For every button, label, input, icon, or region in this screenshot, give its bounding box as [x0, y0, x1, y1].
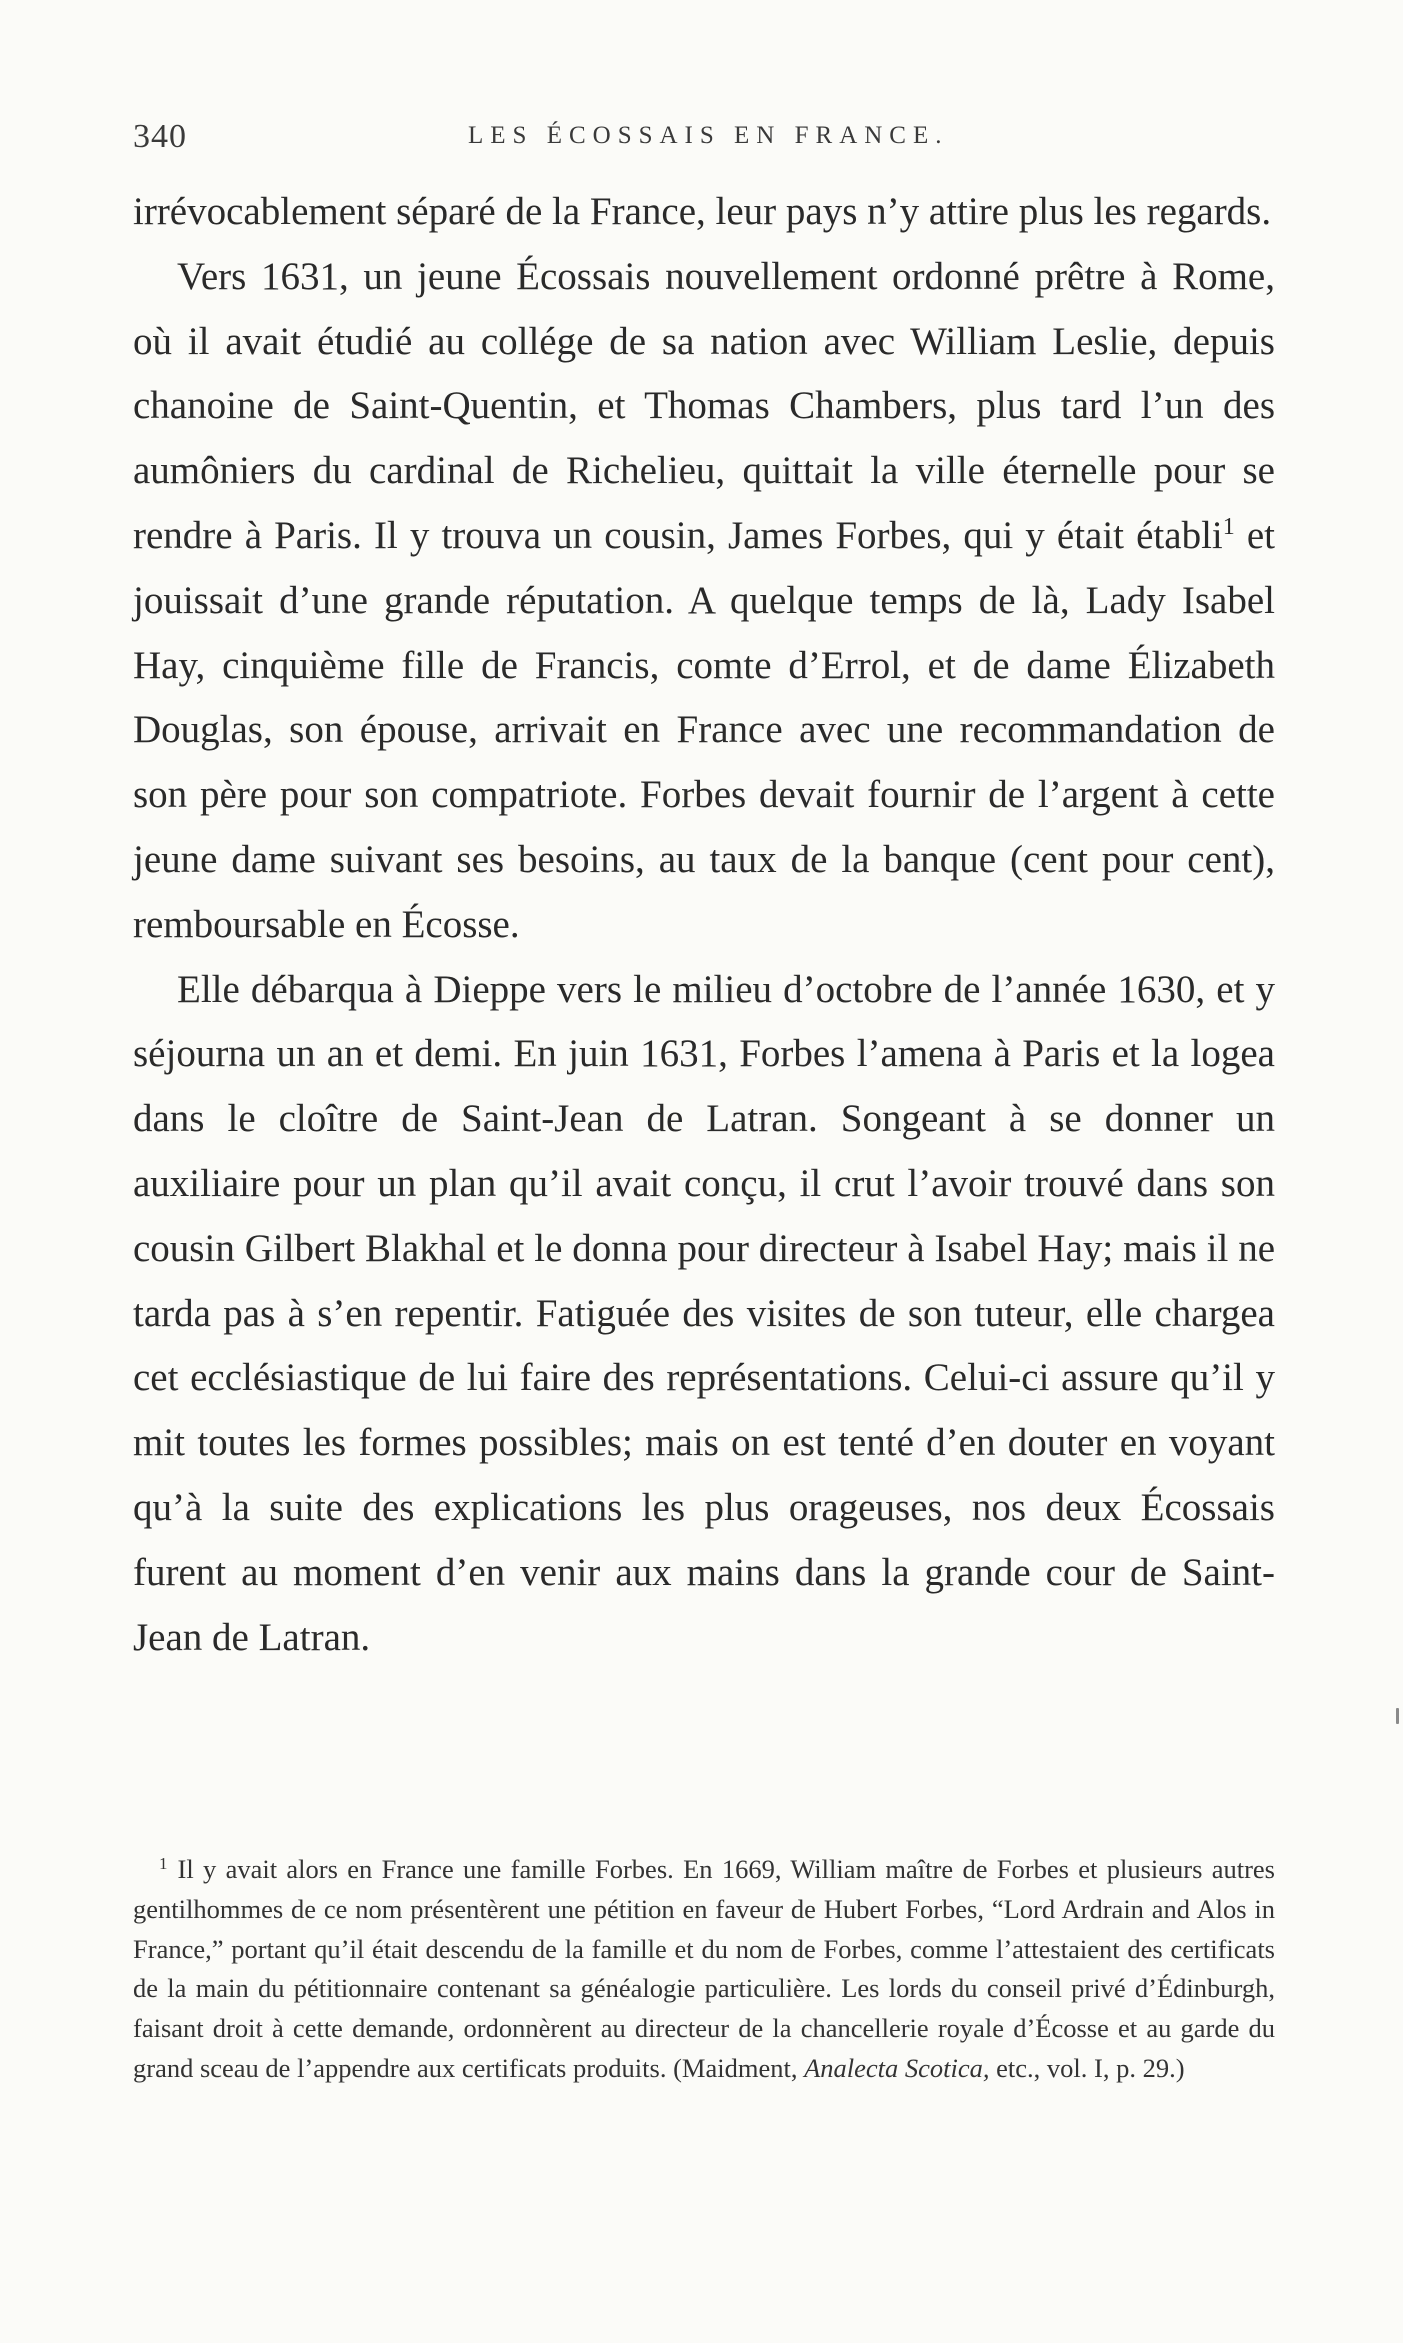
paragraph-3: Elle débarqua à Dieppe vers le milieu d’octobre de l’année 1630, et y séjourna un an et demi. En juin 1631, Forbes l’amena à Paris et la logea dans le cloître de Saint-Jean de Latran. Songeant à se donner un auxiliaire pour un plan qu’il avait conçu, il crut l’avoir trouvé dans son cousin Gilbert Blakhal et le donna pour directeur à Isabel Hay; mais il ne tarda pas à s’en repentir. Fatiguée des visites de son tuteur, elle chargea cet ecclésiastique de lui faire des représentations. Celui-ci assure qu’il y mit toutes les formes possibles; mais on est tenté d’en douter en voyant qu’à la suite des explications les plus orageuses, nos deux Écossais furent au moment d’en venir aux mains dans la grande cour de Saint-Jean de Latran.	[133, 967, 1275, 1659]
paragraph-2-text-a: Vers 1631, un jeune Écossais nouvellement ordonné prêtre à Rome, où il avait étudié au collége de sa nation avec William Leslie, depuis chanoine de Saint-Quentin, et Thomas Chambers, plus tard l’un des aumôniers du cardinal de Richelieu, quittait la ville éternelle pour se rendre à Paris. Il y trouva un cousin, James Forbes, qui y était établi	[133, 254, 1275, 557]
running-head	[133, 118, 1273, 158]
footnote-reference[interactable]: 1	[1222, 513, 1235, 540]
page-number: 340	[133, 118, 187, 155]
paragraph-2	[133, 245, 1275, 958]
paragraph-1: irrévocablement séparé de la France, leur pays n’y attire plus les regards.	[133, 190, 1272, 233]
footnote-text-b: etc., vol. I, p. 29.)	[989, 2052, 1185, 2083]
footnotes	[133, 1850, 1275, 2089]
main-text	[133, 180, 1275, 1670]
footnote-title-italic: Analecta Scotica,	[804, 2052, 990, 2083]
footnote-1	[133, 1850, 1275, 2089]
paragraph-2-text-b: et jouissait d’une grande réputation. A quelque temps de là, Lady Isabel Hay, cinquième fille de Francis, comte d’Errol, et de dame Élizabeth Douglas, son épouse, arrivait en France avec une recommandation de son père pour son compatriote. Forbes devait fournir de l’argent à cette jeune dame suivant ses besoins, au taux de la banque (cent pour cent), remboursable en Écosse.	[133, 513, 1275, 946]
footnote-marker: 1	[159, 1854, 168, 1873]
footnote-text-a: Il y avait alors en France une famille Forbes. En 1669, William maître de Forbes et plusieurs autres gentilhommes de ce nom présentèrent une pétition en faveur de Hubert Forbes, “Lord Ardrain and Alos in France,” portant qu’il était descendu de la famille et du nom de Forbes, comme l’attestaient des certificats de la main du pétitionnaire contenant sa généalogie particulière. Les lords du conseil privé d’Édinburgh, faisant droit à cette demande, ordonnèrent au directeur de la chancellerie royale d’Écosse et au garde du grand sceau de l’appendre aux certificats produits. (Maidment,	[133, 1854, 1275, 2083]
running-title: LES ÉCOSSAIS EN FRANCE.	[468, 122, 949, 149]
margin-mark	[1396, 1708, 1399, 1724]
